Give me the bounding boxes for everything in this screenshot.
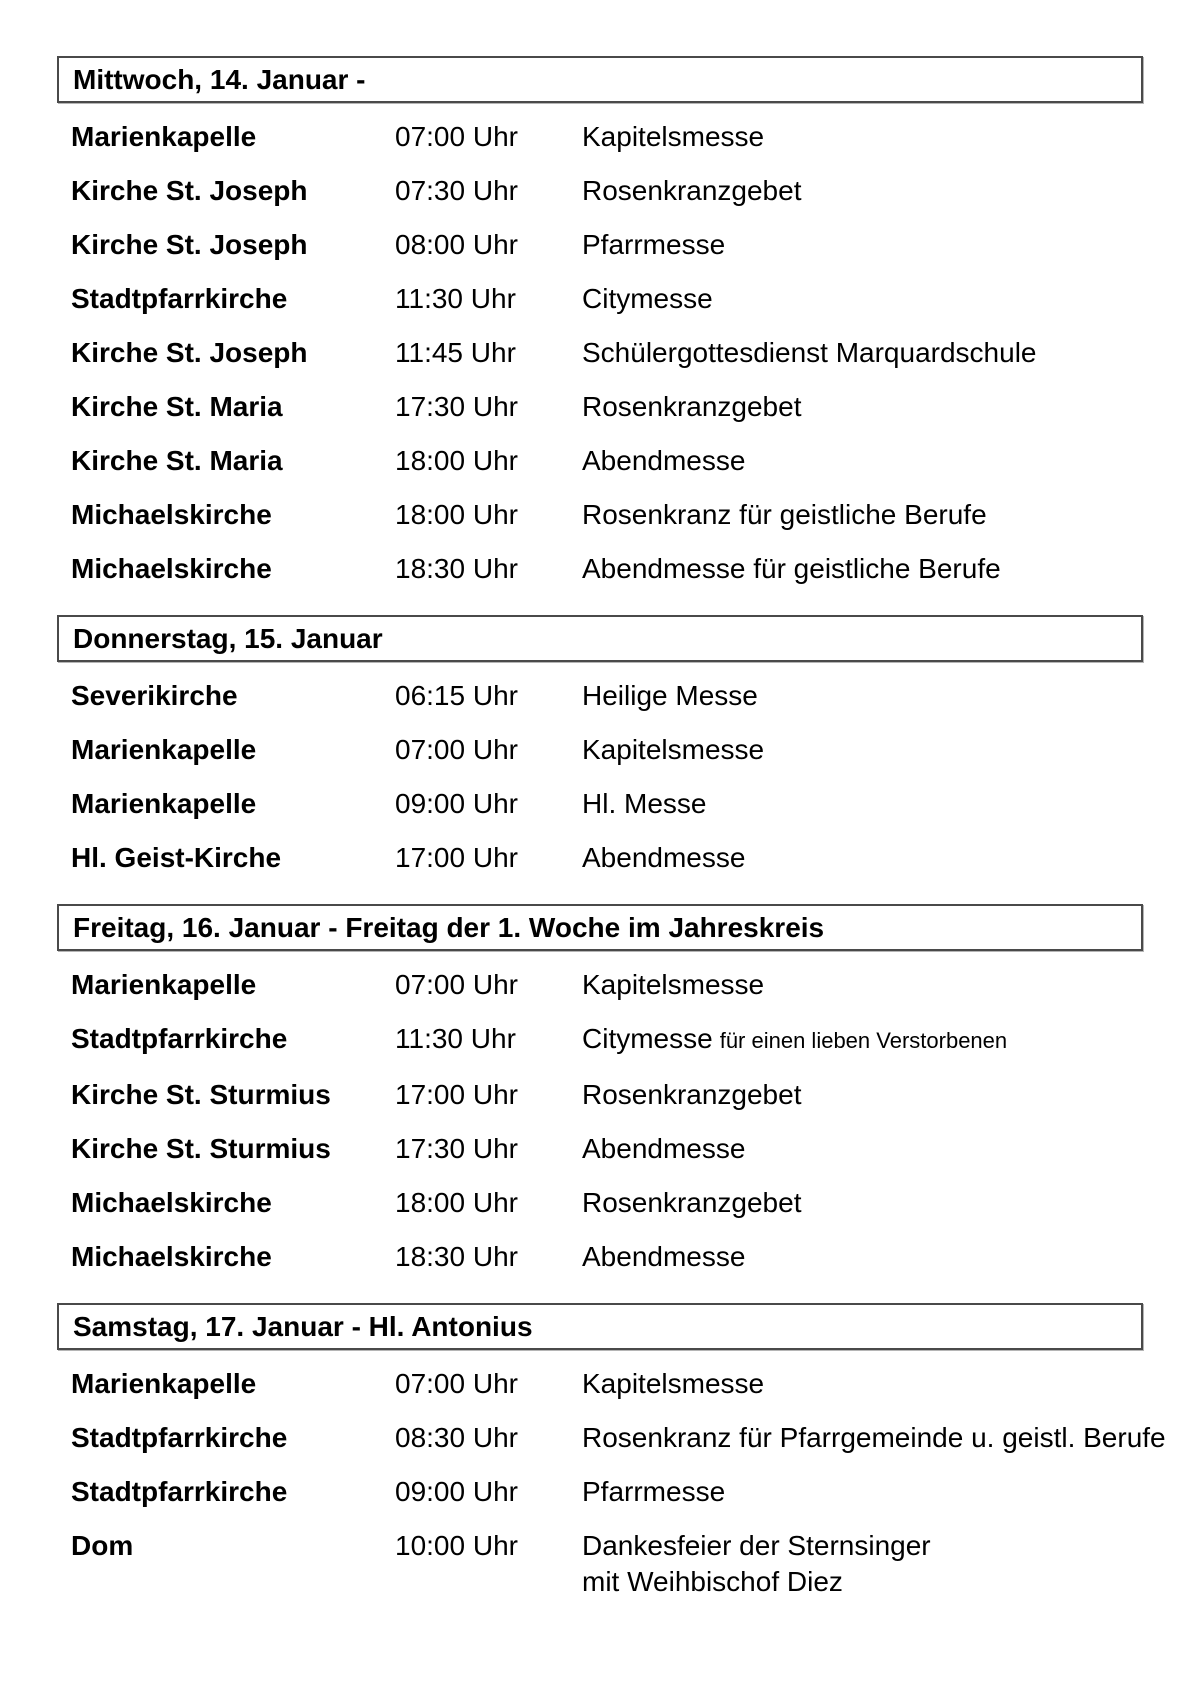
event-description-text: Schülergottesdienst Marquardschule <box>582 337 1037 368</box>
event-time: 06:15 Uhr <box>395 680 518 711</box>
event-description-text: Dankesfeier der Sternsinger <box>582 1530 931 1561</box>
event-description <box>582 786 706 822</box>
day-header-box <box>57 904 1143 951</box>
event-description <box>582 678 758 714</box>
event-description-text: Abendmesse <box>582 445 746 476</box>
event-location: Kirche St. Maria <box>71 391 283 422</box>
event-description-text: Heilige Messe <box>582 680 758 711</box>
event-time: 07:00 Uhr <box>395 734 518 765</box>
event-time: 18:30 Uhr <box>395 1241 518 1272</box>
event-description-text: Pfarrmesse <box>582 229 726 260</box>
event-location: Marienkapelle <box>71 788 257 819</box>
event-row <box>57 443 1200 479</box>
event-time: 17:00 Uhr <box>395 1079 518 1110</box>
event-location: Kirche St. Sturmius <box>71 1133 331 1164</box>
day-section <box>57 615 1200 876</box>
event-description-text: Pfarrmesse <box>582 1476 726 1507</box>
event-description <box>582 335 1036 371</box>
event-row <box>57 551 1200 587</box>
event-description <box>582 732 764 768</box>
event-row <box>57 1185 1200 1221</box>
event-description-text: Rosenkranzgebet <box>582 1079 802 1110</box>
day-title: Mittwoch, 14. Januar - <box>73 64 366 95</box>
event-description <box>582 119 764 155</box>
event-time: 09:00 Uhr <box>395 1476 518 1507</box>
event-location: Marienkapelle <box>71 1368 257 1399</box>
event-list <box>57 1366 1200 1600</box>
event-description-text: Kapitelsmesse <box>582 734 765 765</box>
event-row <box>57 1131 1200 1167</box>
event-description <box>582 497 987 533</box>
event-description <box>582 1474 725 1510</box>
event-time: 11:45 Uhr <box>395 337 516 368</box>
event-description-text: Citymesse <box>582 1023 713 1054</box>
event-description <box>582 1239 745 1275</box>
event-description-note: für einen lieben Verstorbenen <box>719 1028 1008 1053</box>
event-description <box>582 443 745 479</box>
event-description <box>582 1021 1007 1059</box>
event-description-line2: mit Weihbischof Diez <box>582 1566 843 1597</box>
event-description <box>582 281 713 317</box>
event-location: Severikirche <box>71 680 238 711</box>
event-time: 07:00 Uhr <box>395 1368 518 1399</box>
event-location: Michaelskirche <box>71 1187 272 1218</box>
event-description <box>582 1366 764 1402</box>
event-description-text: Rosenkranzgebet <box>582 391 802 422</box>
event-description <box>582 1131 745 1167</box>
event-row <box>57 497 1200 533</box>
event-list <box>57 967 1200 1275</box>
day-header-box <box>57 56 1143 103</box>
event-time: 08:00 Uhr <box>395 229 518 260</box>
event-time: 09:00 Uhr <box>395 788 518 819</box>
event-list <box>57 119 1200 587</box>
event-time: 08:30 Uhr <box>395 1422 518 1453</box>
day-header-box <box>57 1303 1143 1350</box>
event-location: Kirche St. Sturmius <box>71 1079 331 1110</box>
event-row <box>57 227 1200 263</box>
day-header-box <box>57 615 1143 662</box>
day-title: Samstag, 17. Januar - Hl. Antonius <box>73 1311 533 1342</box>
event-time: 07:00 Uhr <box>395 969 518 1000</box>
event-location: Stadtpfarrkirche <box>71 1023 288 1054</box>
event-row <box>57 1021 1200 1059</box>
event-description-text: Rosenkranz für Pfarrgemeinde u. geistl. Berufe <box>582 1422 1166 1453</box>
event-row <box>57 1474 1200 1510</box>
event-description-text: Abendmesse <box>582 842 746 873</box>
event-location: Kirche St. Maria <box>71 445 283 476</box>
event-time: 07:30 Uhr <box>395 175 518 206</box>
event-description-text: Rosenkranzgebet <box>582 175 802 206</box>
event-time: 11:30 Uhr <box>395 1023 516 1054</box>
event-location: Michaelskirche <box>71 499 272 530</box>
day-title: Donnerstag, 15. Januar <box>73 623 383 654</box>
day-title: Freitag, 16. Januar - Freitag der 1. Woche im Jahreskreis <box>73 912 825 943</box>
day-section <box>57 904 1200 1275</box>
event-description-text: Rosenkranzgebet <box>582 1187 802 1218</box>
event-location: Michaelskirche <box>71 553 272 584</box>
event-description <box>582 551 1001 587</box>
event-description-text: Abendmesse <box>582 1241 746 1272</box>
event-row <box>57 1077 1200 1113</box>
event-location: Kirche St. Joseph <box>71 337 308 368</box>
event-row <box>57 119 1200 155</box>
schedule-sections <box>57 56 1200 1600</box>
event-row <box>57 967 1200 1003</box>
event-row <box>57 840 1200 876</box>
day-section <box>57 56 1200 587</box>
event-time: 10:00 Uhr <box>395 1530 518 1561</box>
event-location: Stadtpfarrkirche <box>71 1422 288 1453</box>
event-location: Michaelskirche <box>71 1241 272 1272</box>
event-description-text: Citymesse <box>582 283 713 314</box>
event-location: Marienkapelle <box>71 969 257 1000</box>
event-time: 17:30 Uhr <box>395 1133 518 1164</box>
event-row <box>57 173 1200 209</box>
event-row <box>57 1239 1200 1275</box>
event-row <box>57 678 1200 714</box>
event-row <box>57 281 1200 317</box>
event-description-text: Kapitelsmesse <box>582 121 765 152</box>
event-description-text: Kapitelsmesse <box>582 969 765 1000</box>
event-time: 18:30 Uhr <box>395 553 518 584</box>
event-description <box>582 840 745 876</box>
event-time: 11:30 Uhr <box>395 283 516 314</box>
event-description <box>582 227 725 263</box>
event-row <box>57 1528 1200 1600</box>
event-time: 18:00 Uhr <box>395 1187 518 1218</box>
event-description <box>582 1185 801 1221</box>
event-row <box>57 786 1200 822</box>
event-location: Dom <box>71 1530 134 1561</box>
event-location: Hl. Geist-Kirche <box>71 842 282 873</box>
event-row <box>57 1420 1200 1456</box>
event-location: Stadtpfarrkirche <box>71 283 288 314</box>
event-time: 18:00 Uhr <box>395 445 518 476</box>
event-location: Kirche St. Joseph <box>71 175 308 206</box>
event-description-text: Rosenkranz für geistliche Berufe <box>582 499 987 530</box>
event-time: 07:00 Uhr <box>395 121 518 152</box>
event-time: 17:00 Uhr <box>395 842 518 873</box>
event-time: 18:00 Uhr <box>395 499 518 530</box>
event-list <box>57 678 1200 876</box>
event-location: Kirche St. Joseph <box>71 229 308 260</box>
event-row <box>57 335 1200 371</box>
event-description-text: Abendmesse <box>582 1133 746 1164</box>
event-description-text: Hl. Messe <box>582 788 707 819</box>
event-location: Stadtpfarrkirche <box>71 1476 288 1507</box>
event-row <box>57 1366 1200 1402</box>
event-location: Marienkapelle <box>71 734 257 765</box>
event-description <box>582 1077 801 1113</box>
day-section <box>57 1303 1200 1600</box>
event-description <box>582 173 801 209</box>
event-description-text: Kapitelsmesse <box>582 1368 765 1399</box>
event-location: Marienkapelle <box>71 121 257 152</box>
event-description <box>582 967 764 1003</box>
event-description-text: Abendmesse für geistliche Berufe <box>582 553 1001 584</box>
event-time: 17:30 Uhr <box>395 391 518 422</box>
event-row <box>57 389 1200 425</box>
event-description <box>582 389 801 425</box>
event-description <box>582 1420 1166 1456</box>
event-row <box>57 732 1200 768</box>
event-description <box>582 1528 931 1600</box>
